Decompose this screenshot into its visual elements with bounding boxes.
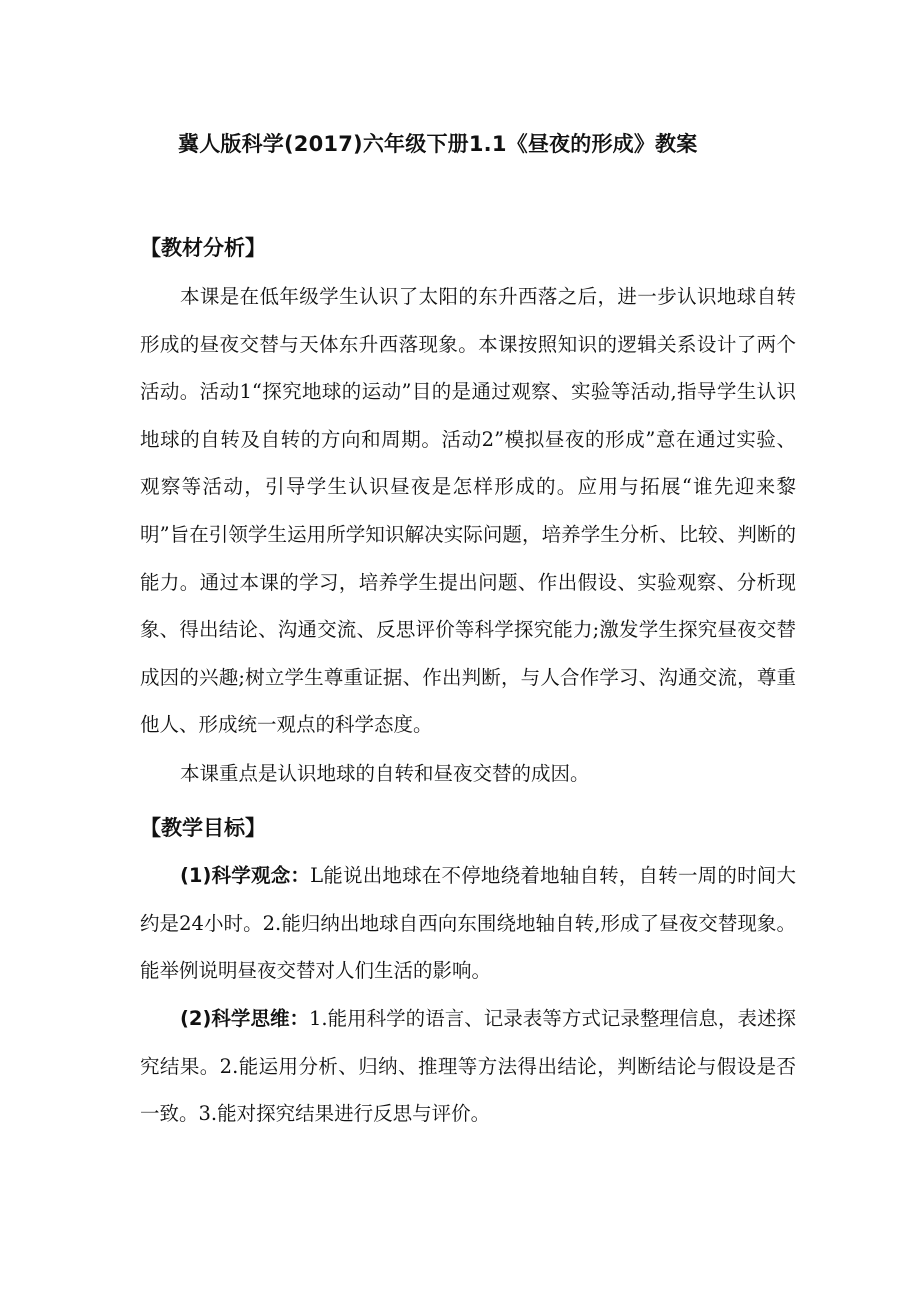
section-heading-teaching-goals: 【教学目标】 [140, 816, 266, 840]
goal-item-lead: (2)科学思维： [180, 1007, 309, 1030]
section-heading-material-analysis: 【教材分析】 [140, 236, 266, 260]
goal-item-text: 1.能用科学的语言、记录表等方式记录整理信息，表述探究结果。2.能运用分析、归纳、推理等方法得出结论，判断结论与假设是否一致。3.能对探究结果进行反思与评价。 [140, 1007, 796, 1126]
document-title: 冀人版科学(2017)六年级下册1.1《昼夜的形成》教案 [178, 132, 698, 156]
goal-item-scientific-thinking [140, 995, 796, 1138]
goal-item-scientific-concept [140, 852, 796, 995]
goal-item-lead: (1)科学观念： [180, 864, 311, 887]
material-analysis-paragraph: 本课是在低年级学生认识了太阳的东升西落之后，进一步认识地球自转形成的昼夜交替与天体东升西落现象。本课按照知识的逻辑关系设计了两个活动。活动1“探究地球的运动”目的是通过观察、实验等活动,指导学生认识地球的自转及自转的方向和周期。活动2”模拟昼夜的形成”意在通过实验、观察等活动，引导学生认识昼夜是怎样形成的。应用与拓展“谁先迎来黎明”旨在引领学生运用所学知识解决实际问题，培养学生分析、比较、判断的能力。通过本课的学习，培养学生提出问题、作出假设、实验观察、分析现象、得出结论、沟通交流、反思评价等科学探究能力;激发学生探究昼夜交替成因的兴趣;树立学生尊重证据、作出判断，与人合作学习、沟通交流，尊重他人、形成统一观点的科学态度。 [140, 285, 796, 737]
lesson-focus-paragraph: 本课重点是认识地球的自转和昼夜交替的成因。 [180, 762, 590, 785]
goal-item-text: L能说出地球在不停地绕着地轴自转，自转一周的时间大约是24小时。2.能归纳出地球自西向东围绕地轴自转,形成了昼夜交替现象。能举例说明昼夜交替对人们生活的影响。 [140, 864, 796, 983]
